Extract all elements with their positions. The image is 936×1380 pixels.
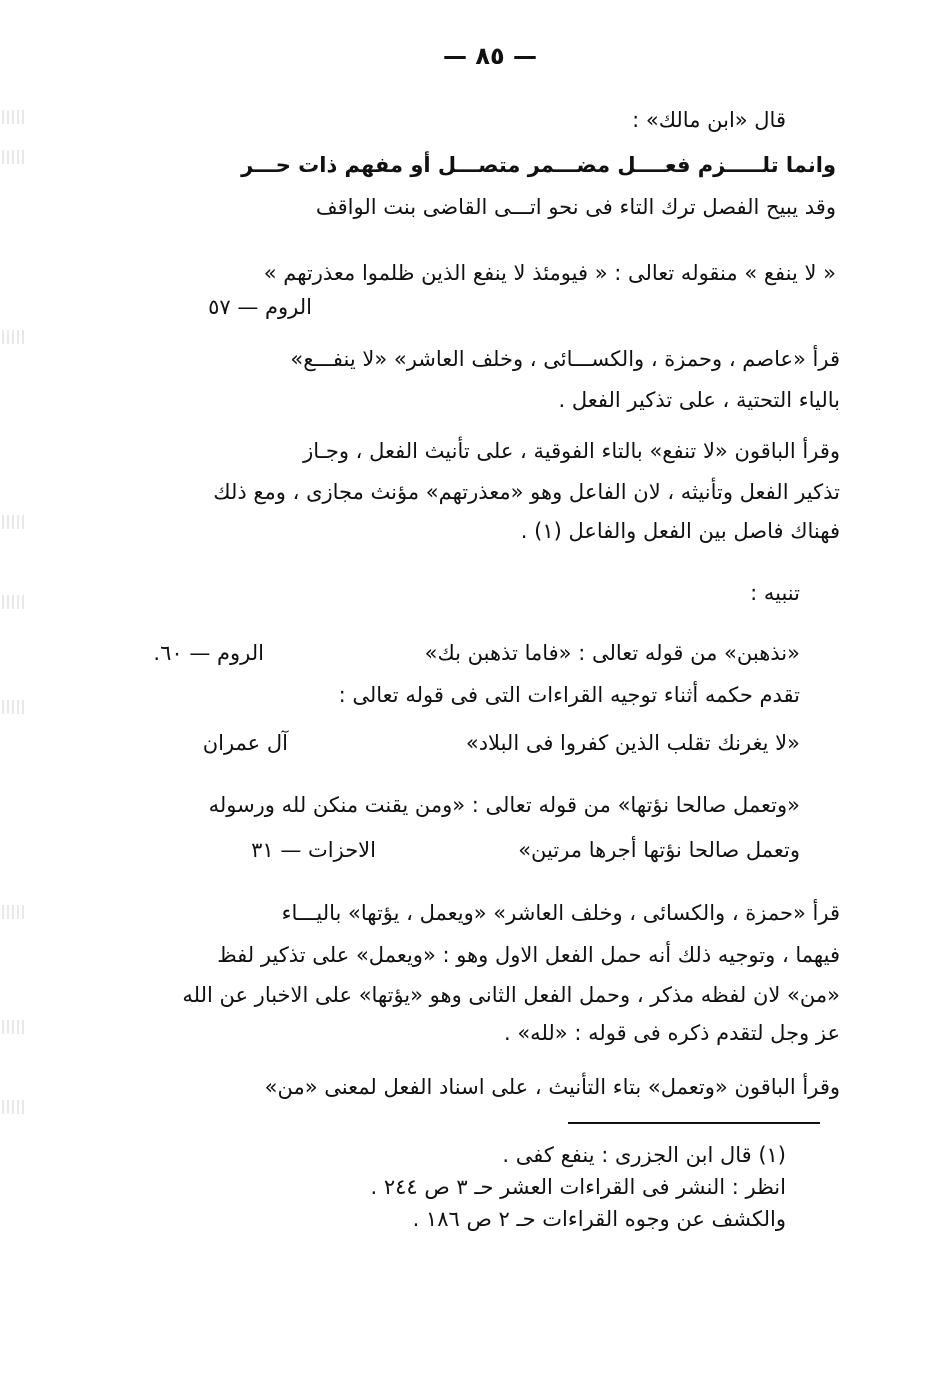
margin-noise <box>2 595 24 609</box>
footnote-line-3: والكشف عن وجوه القراءات حـ ٢ ص ١٨٦ . <box>412 1207 786 1231</box>
paragraph-4-line-3: «من» لان لفظه مذكر ، وحمل الفعل الثانى وهو «يؤتها» على الاخبار عن الله <box>182 983 840 1007</box>
paragraph-1-reference: الروم — ٥٧ <box>208 295 312 319</box>
quote-line-2-reference: الاحزات — ٣١ <box>251 838 376 862</box>
footnote-line-2: انظر : النشر فى القراءات العشر حـ ٣ ص ٢٤٤ . <box>370 1175 786 1199</box>
paragraph-2-line-1: قرأ «عاصم ، وحمزة ، والكســـائى ، وخلف العاشر» «لا ينفـــع» <box>290 347 840 371</box>
quote-line-1: «وتعمل صالحا نؤتها» من قوله تعالى : «ومن يقنت منكن لله ورسوله <box>208 793 800 817</box>
margin-noise <box>2 1100 24 1114</box>
page-number: — ٨٥ — <box>442 42 537 70</box>
section-heading-tanbih: تنبيه : <box>750 581 800 605</box>
paragraph-3-line-1: وقرأ الباقون «لا تنفع» بالتاء الفوقية ، على تأنيث الفعل ، وجـاز <box>303 439 840 463</box>
paragraph-3-line-3: فهناك فاصل بين الفعل والفاعل (١) . <box>520 519 840 543</box>
margin-noise <box>2 110 24 124</box>
tanbih-line-1: «نذهبن» من قوله تعالى : «فاما تذهبن بك» <box>424 641 800 665</box>
margin-noise <box>2 905 24 919</box>
margin-noise <box>2 150 24 164</box>
margin-noise <box>2 1020 24 1034</box>
paragraph-1-line-1: « لا ينفع » منقوله تعالى : « فيومئذ لا ينفع الذين ظلموا معذرتهم » <box>263 261 836 285</box>
verse-line-2: وقد يبيح الفصل ترك التاء فى نحو اتـــى القاضى بنت الواقف <box>315 195 836 219</box>
margin-noise <box>2 330 24 344</box>
quote-line-2: وتعمل صالحا نؤتها أجرها مرتين» <box>518 838 800 862</box>
margin-noise <box>2 700 24 714</box>
tanbih-line-1-reference: الروم — ٦٠. <box>153 641 264 665</box>
tanbih-line-3: «لا يغرنك تقلب الذين كفروا فى البلاد» <box>465 731 800 755</box>
paragraph-5-line-1: وقرأ الباقون «وتعمل» بتاء التأنيث ، على اسناد الفعل لمعنى «من» <box>264 1075 840 1099</box>
footnote-divider <box>568 1122 820 1124</box>
tanbih-line-2: تقدم حكمه أثناء توجيه القراءات التى فى قوله تعالى : <box>338 683 800 707</box>
footnote-line-1: (١) قال ابن الجزرى : ينفع كفى . <box>502 1143 786 1167</box>
paragraph-3-line-2: تذكير الفعل وتأنيثه ، لان الفاعل وهو «معذرتهم» مؤنث مجازى ، ومع ذلك <box>213 480 840 504</box>
paragraph-4-line-1: قرأ «حمزة ، والكسائى ، وخلف العاشر» «ويعمل ، يؤتها» باليـــاء <box>281 901 840 925</box>
paragraph-4-line-2: فيهما ، وتوجيه ذلك أنه حمل الفعل الاول وهو : «ويعمل» على تذكير لفظ <box>217 943 840 967</box>
paragraph-4-line-4: عز وجل لتقدم ذكره فى قوله : «لله» . <box>503 1021 840 1045</box>
tanbih-line-3-reference: آل عمران <box>202 731 288 755</box>
margin-noise <box>2 515 24 529</box>
verse-line-1: وانما تلـــــزم فعــــل مضـــمر متصـــل أو مفهم ذات حـــر <box>241 153 836 177</box>
verse-intro: قال «ابن مالك» : <box>632 108 786 132</box>
paragraph-2-line-2: بالياء التحتية ، على تذكير الفعل . <box>558 388 840 412</box>
